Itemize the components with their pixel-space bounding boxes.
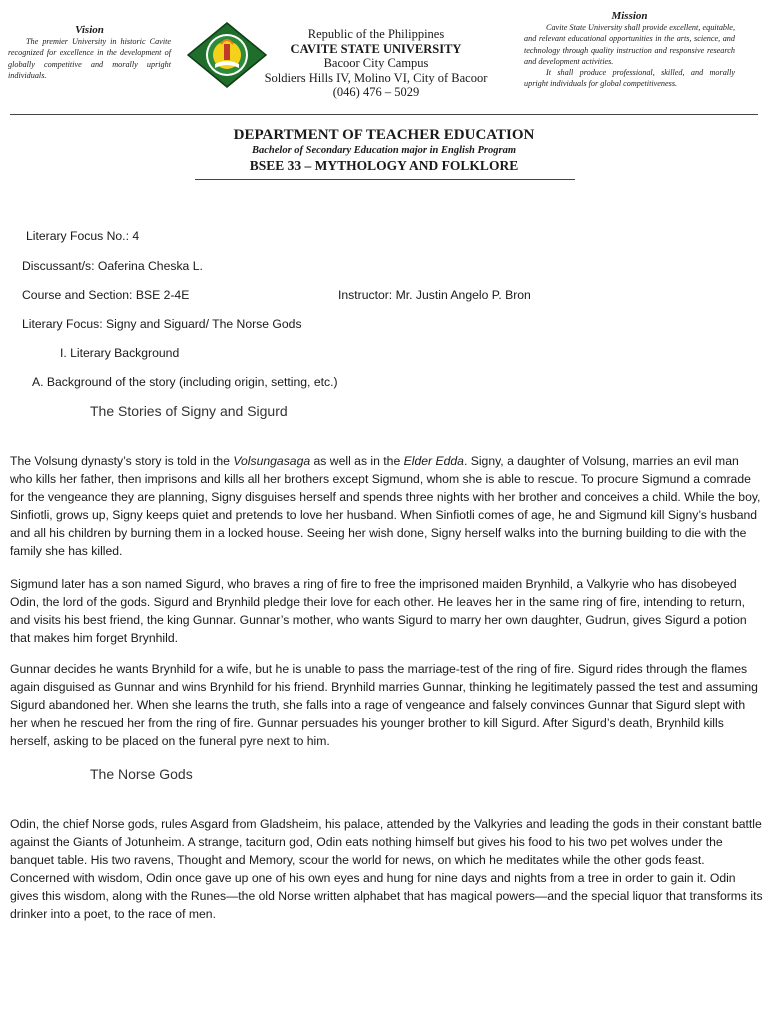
discussant: Discussant/s: Oaferina Cheska L.	[22, 259, 203, 273]
header-divider	[10, 114, 758, 115]
story-heading: The Stories of Signy and Sigurd	[90, 403, 288, 419]
story-paragraph-3: Gunnar decides he wants Brynhild for a wife, but he is unable to pass the marriage-test of the ring of fire. Sigurd rides through the flames again disguised as Gunnar and wins Brynhild for his friend. Brynhild marries Gunnar, thinking he legitimately passed the test and assuming Sigurd abandoned her. When she learns the truth, she falls into a rage of vengeance and falsely convinces Gunnar that Sigurd slept with her when he rescued her from the ring of fire. Gunnar persuades his younger brother to kill Sigurd. After Sigurd’s death, Brynhild kills herself, asking to be placed on the funeral pyre next to him.	[10, 662, 758, 748]
republic-line: Republic of the Philippines	[307, 27, 445, 41]
section-a-heading: A. Background of the story (including origin, setting, etc.)	[32, 375, 338, 389]
literary-focus-no: Literary Focus No.: 4	[26, 229, 140, 243]
vision-text: The premier University in historic Cavite recognized for excellence in the development of globally competitive and morally upright individuals.	[8, 37, 171, 80]
campus-line: Bacoor City Campus	[323, 56, 429, 70]
course-title: BSEE 33 – MYTHOLOGY AND FOLKLORE	[249, 158, 519, 173]
program-name: Bachelor of Secondary Education major in English Program	[252, 145, 516, 156]
address-line: Soldiers Hills IV, Molino VI, City of Bacoor	[264, 70, 488, 85]
gods-heading: The Norse Gods	[90, 766, 193, 782]
vision-title: Vision	[75, 24, 104, 36]
mission-text: Cavite State University shall provide excellent, equitable, and relevant educational opportunities in the arts, science, and technology through quality instruction and responsive research and development activities.	[524, 23, 735, 66]
gods-paragraph-1: Odin, the chief Norse gods, rules Asgard from Gladsheim, his palace, attended by the Valkyries and leading the gods in their constant battle against the Giants of Jotunheim. A strange, taciturn god, Odin eats nothing himself but gives his food to his two pet wolves under the banquet table. His two ravens, Thought and Memory, scour the world for news, on which he meditates while the other gods feast. Concerned with wisdom, Odin once gave up one of his own eyes and hung for nine days and nights from a tree in order to gain it. Odin gives this wisdom, along with the Runes—the old Norse written alphabet that has magical powers—and the special liquor that transforms its drinker into a poet, to the race of men.	[10, 817, 763, 921]
section-i-heading: I. Literary Background	[60, 346, 180, 360]
university-info	[246, 27, 506, 100]
instructor: Instructor: Mr. Justin Angelo P. Bron	[338, 288, 531, 302]
story-paragraph-1: The Volsung dynasty’s story is told in the Volsungasaga as well as in the Elder Edda. Signy, a daughter of Volsung, marries an evil man who kills her father, then imprisons and kills all her brothers except Sigmund, whom she is able to rescue. To procure Sigmund a comrade for the vengeance they are planning, Signy disguises herself and spends three nights with her brother and conceives a child. While the boy, Sinfiotli, grows up, Signy keeps quiet and pretends to love her husband. When Sinfiotli comes of age, he and Sigmund kill Signy’s husband and all his children by burning them in a locked house. Seeing her wish done, Signy herself walks into the burning building to die with the family she has killed.	[10, 454, 761, 558]
story-paragraph-2: Sigmund later has a son named Sigurd, who braves a ring of fire to free the imprisoned maiden Brynhild, a Valkyrie who has disobeyed Odin, the lord of the gods. Sigurd and Brynhild pledge their love for each other. He leaves her in the same ring of fire, intending to return, and visits his best friend, the king Gunnar. Gunnar’s mother, who wants Sigurd to marry her own daughter, Gudrun, gives Sigurd a potion that makes him forget Brynhild.	[10, 577, 747, 645]
department-block	[0, 127, 768, 174]
literary-focus: Literary Focus: Signy and Siguard/ The Norse Gods	[22, 317, 302, 331]
department-divider	[195, 179, 575, 180]
phone-line: (046) 476 – 5029	[332, 85, 420, 99]
mission-title: Mission	[611, 10, 648, 22]
course-section: Course and Section: BSE 2-4E	[22, 288, 190, 302]
mission-block	[524, 10, 735, 90]
mission-text-2: It shall produce professional, skilled, and morally upright individuals for global competitiveness.	[524, 68, 735, 89]
department-name: DEPARTMENT OF TEACHER EDUCATION	[233, 127, 535, 143]
vision-block	[8, 24, 171, 81]
university-name: CAVITE STATE UNIVERSITY	[290, 41, 462, 56]
